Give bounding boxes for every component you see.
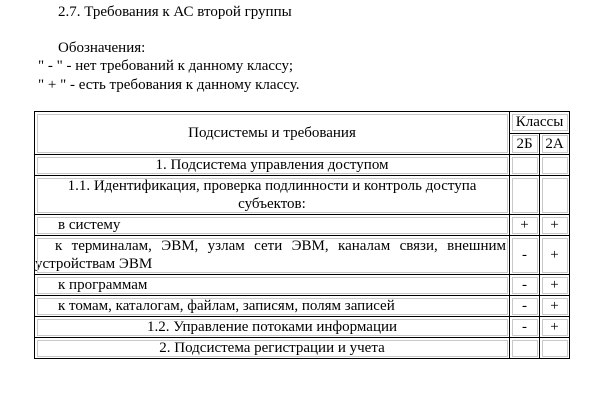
row-label-section: 2. Подсистема регистрации и учета [35,338,510,359]
subsystems-header: Подсистемы и требования [35,112,510,155]
row-label-text: к томам, каталогам, файлам, записям, полям записей [58,298,395,314]
row-label-subsection: 1.1. Идентификация, проверка подлинности и контроль доступа субъектов: [35,176,510,215]
classes-header: Классы [510,112,570,134]
row-mark-2b: - [510,275,540,296]
row-mark-2a [540,176,570,215]
legend-line-minus: " - " - нет требований к данному классу; [38,58,293,74]
row-label-item [35,275,510,296]
table-row [35,236,570,275]
table-row [35,176,570,215]
row-mark-2b: + [510,215,540,236]
table-row [35,155,570,176]
row-label-item: к терминалам, ЭВМ, узлам сети ЭВМ, каналам связи, внешним устройствам ЭВМ [35,236,510,275]
row-mark-2b [510,176,540,215]
table-row [35,275,570,296]
row-mark-2b: - [510,236,540,275]
row-mark-2a [540,338,570,359]
row-mark-2a: + [540,317,570,338]
row-mark-2b [510,338,540,359]
class-column-2a: 2А [540,133,570,155]
row-mark-2a [540,155,570,176]
row-mark-2a: + [540,215,570,236]
table-header-row [35,112,570,134]
row-label-section: 1. Подсистема управления доступом [35,155,510,176]
section-heading: 2.7. Требования к АС второй группы [58,4,292,20]
table-row [35,317,570,338]
row-mark-2a: + [540,275,570,296]
class-column-2b: 2Б [510,133,540,155]
row-label-item [35,215,510,236]
legend-line-plus: " + " - есть требования к данному классу. [38,77,300,93]
row-mark-2b: - [510,296,540,317]
requirements-table [34,111,570,359]
row-label-text: в систему [58,217,121,233]
row-label-text: к программам [58,277,148,293]
table-row [35,215,570,236]
row-mark-2b [510,155,540,176]
row-mark-2a: + [540,296,570,317]
table-row [35,296,570,317]
row-label-subsection: 1.2. Управление потоками информации [35,317,510,338]
row-mark-2a: + [540,236,570,275]
legend-title: Обозначения: [58,40,146,56]
row-label-item [35,296,510,317]
row-mark-2b: - [510,317,540,338]
table-row [35,338,570,359]
